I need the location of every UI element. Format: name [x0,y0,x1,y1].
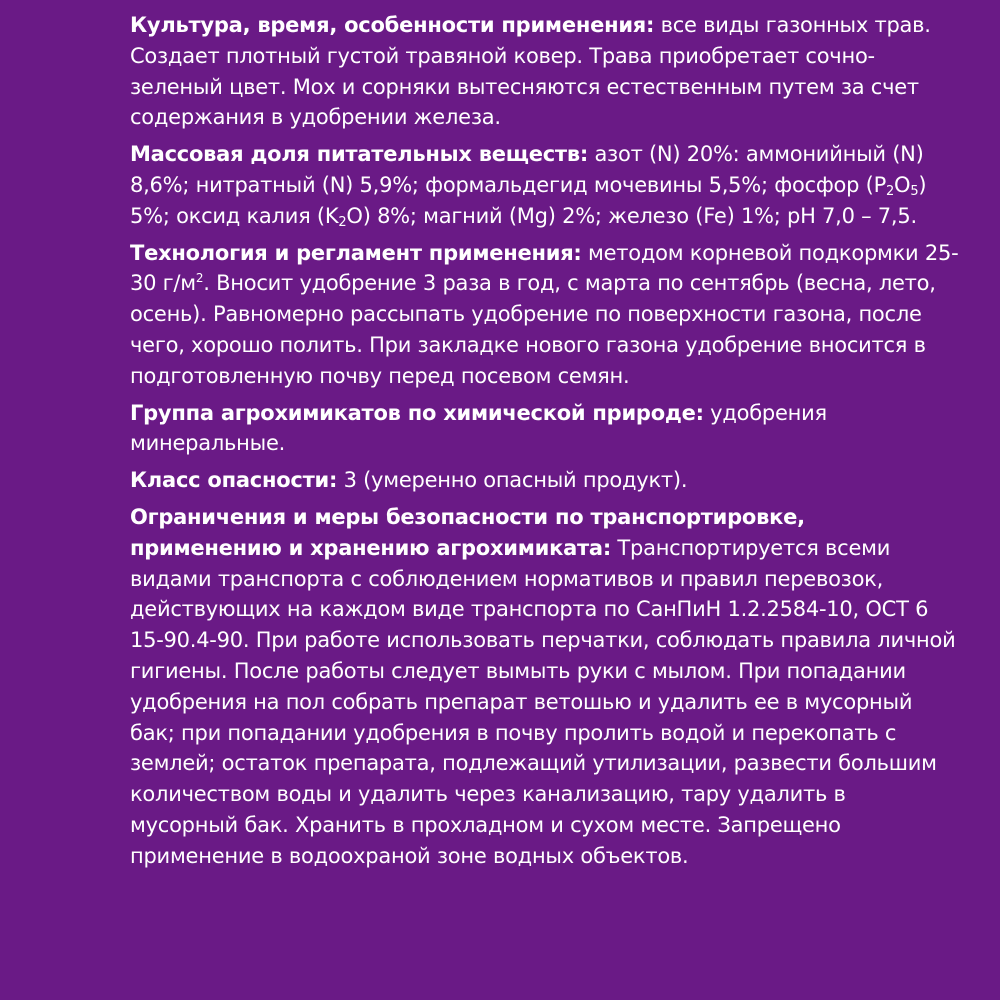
section-label: Технология и регламент применения: [130,240,582,265]
section-culture [130,10,960,133]
section-text: 3 (умеренно опасный продукт). [337,468,688,493]
section-group [130,398,960,460]
section-text: Транспортируется всеми видами транспорта с соблюдением нормативов и правил перевозок, действующих на каждом виде транспорта по СанПиН 1.2.2584-10, ОСТ 6 15-90.4-90. При работе использовать перчатки, соблюдать правила личной гигиены. После работы следует вымыть руки с мылом. При попадании удобрения на пол собрать препарат ветошью и удалить ее в мусорный бак; при попадании удобрения в почву пролить водой и перекопать с землей; остаток препарата, подлежащий утилизации, развести большим количеством воды и удалить через канализацию, тару удалить в мусорный бак. Хранить в прохладном и сухом месте. Запрещено применение в водоохраной зоне водных объектов. [130,535,956,868]
section-label: Ограничения и меры безопасности по транспортировке, применению и хранению агрохимиката: [130,504,805,560]
section-text: методом корневой подкормки 25-30 г/м [130,240,959,296]
section-text: азот (N) 20%: аммонийный (N) 8,6%; нитратный (N) 5,9%; формальдегид мочевины 5,5%; фосфор (P [130,142,924,197]
subscript: 2 [886,183,895,199]
section-text: удобрения минеральные. [130,400,827,456]
subscript: 2 [338,214,347,230]
superscript: 2 [195,271,204,286]
section-text: O) 8%; магний (Mg) 2%; железо (Fe) 1%; pH 7,0 – 7,5. [346,203,917,228]
subscript: 5 [910,183,919,199]
section-hazard [130,465,960,496]
section-restrictions [130,502,960,872]
section-nutrients [130,139,960,231]
section-text: O [894,172,911,197]
section-label: Массовая доля питательных веществ: [130,142,589,167]
section-text: все виды газонных трав. Создает плотный густой травяной ковер. Трава приобретает сочно-зеленый цвет. Мох и сорняки вытесняются естественным путем за счет содержания в удобрении железа. [130,13,931,130]
section-text: ) 5%; оксид калия (K [130,172,927,228]
section-technology [130,238,960,392]
section-label: Группа агрохимикатов по химической природе: [130,400,704,425]
section-label: Культура, время, особенности применения: [130,13,655,37]
section-text: . Вносит удобрение 3 раза в год, с марта по сентябрь (весна, лето, осень). Равномерно рассыпать удобрение по поверхности газона, после чего, хорошо полить. При закладке нового газона удобрение вносится в подготовленную почву перед посевом семян. [130,271,936,388]
section-label: Класс опасности: [130,468,338,493]
